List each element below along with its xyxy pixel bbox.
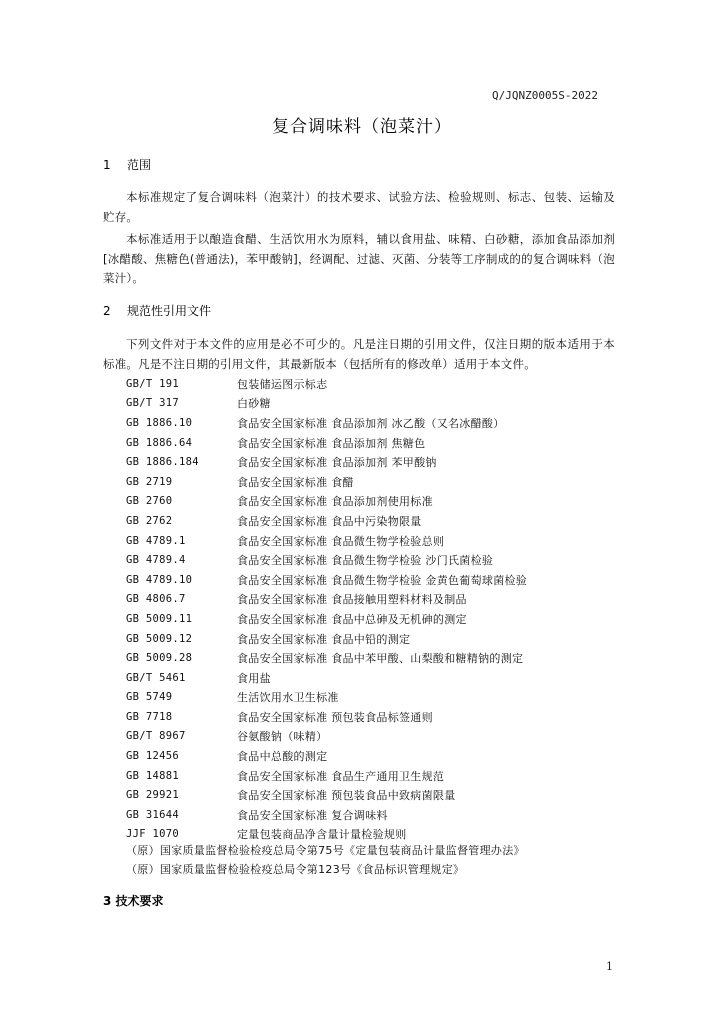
section-2-heading	[103, 302, 211, 319]
reference-name: 食品安全国家标准 食品微生物学检验 金黄色葡萄球菌检验	[237, 573, 528, 587]
decree-item: （原）国家质量监督检验检疫总局令第123号《食品标识管理规定》	[126, 863, 465, 877]
scope-paragraph-2: 本标准适用于以酿造食醋、生活饮用水为原料，辅以食用盐、味精、白砂糖，添加食品添加剂[冰醋酸、焦糖色(普通法)，苯甲酸钠]，经调配、过滤、灭菌、分装等工序制成的的复合调味料（泡菜汁）。	[103, 232, 615, 285]
reference-row	[126, 668, 606, 688]
reference-code: GB 5749	[126, 691, 173, 704]
reference-row	[126, 629, 606, 649]
reference-row	[126, 746, 606, 766]
reference-row	[126, 472, 606, 492]
reference-name: 食品安全国家标准 食品中总砷及无机砷的测定	[237, 612, 467, 626]
reference-row	[126, 394, 606, 414]
reference-code: GB 2719	[126, 475, 173, 488]
reference-row	[126, 785, 606, 805]
reference-row	[126, 492, 606, 512]
reference-name: 食用盐	[237, 671, 271, 685]
reference-row	[126, 413, 606, 433]
reference-name: 食品安全国家标准 预包装食品标签通则	[237, 710, 433, 724]
reference-code: GB 5009.28	[126, 652, 193, 665]
reference-code: GB/T 191	[126, 377, 179, 390]
reference-name: 白砂糖	[237, 397, 271, 411]
reference-name: 食品中总酸的测定	[237, 750, 328, 764]
reference-code: GB 1886.64	[126, 436, 193, 449]
reference-name: 食品安全国家标准 食品微生物学检验 沙门氏菌检验	[237, 554, 494, 568]
scope-paragraph-1: 本标准规定了复合调味料（泡菜汁）的技术要求、试验方法、检验规则、标志、包装、运输及贮存。	[103, 190, 615, 224]
reference-name: 食品安全国家标准 食品中污染物限量	[237, 514, 422, 528]
reference-name: 食品安全国家标准 食醋	[237, 475, 354, 489]
reference-code: GB 5009.12	[126, 632, 193, 645]
reference-code: GB 5009.11	[126, 612, 193, 625]
section-title: 规范性引用文件	[127, 304, 212, 318]
reference-row	[126, 511, 606, 531]
standard-code: Q/JQNZ0005S-2022	[492, 89, 598, 102]
reference-name: 食品安全国家标准 食品添加剂 冰乙酸（又名冰醋酸）	[237, 416, 505, 430]
section-number: 3	[103, 894, 112, 908]
reference-row	[126, 766, 606, 786]
section-title: 范围	[127, 158, 152, 172]
section-number: 1	[103, 158, 111, 172]
reference-name: 食品安全国家标准 食品中苯甲酸、山梨酸和糖精钠的测定	[237, 652, 524, 666]
reference-row	[126, 433, 606, 453]
reference-row	[126, 452, 606, 472]
reference-list	[126, 374, 606, 844]
reference-row	[126, 707, 606, 727]
reference-row	[126, 805, 606, 825]
reference-row	[126, 609, 606, 629]
reference-code: GB/T 8967	[126, 730, 186, 743]
reference-code: GB/T 317	[126, 397, 179, 410]
reference-code: GB 4789.10	[126, 573, 193, 586]
section-number: 2	[103, 304, 111, 318]
reference-name: 食品安全国家标准 食品添加剂使用标准	[237, 495, 433, 509]
reference-code: GB 2762	[126, 514, 173, 527]
section-title: 技术要求	[115, 894, 164, 908]
reference-name: 谷氨酸钠（味精）	[237, 730, 328, 744]
references-intro: 下列文件对于本文件的应用是必不可少的。凡是注日期的引用文件，仅注日期的版本适用于本标准。凡是不注日期的引用文件，其最新版本（包括所有的修改单）适用于本文件。	[103, 337, 615, 371]
reference-row	[126, 531, 606, 551]
reference-code: GB 2760	[126, 495, 173, 508]
reference-name: 食品安全国家标准 食品接触用塑料材料及制品	[237, 593, 467, 607]
reference-row	[126, 688, 606, 708]
reference-name: 包装储运图示标志	[237, 377, 328, 391]
reference-name: 定量包装商品净含量计量检验规则	[237, 828, 407, 842]
reference-code: GB 1886.10	[126, 416, 193, 429]
reference-name: 食品安全国家标准 食品添加剂 苯甲酸钠	[237, 456, 437, 470]
section-3-heading	[103, 892, 164, 909]
reference-code: GB 12456	[126, 750, 179, 763]
reference-row	[126, 550, 606, 570]
reference-name: 生活饮用水卫生标准	[237, 691, 339, 705]
reference-code: GB 4789.4	[126, 554, 186, 567]
decree-list	[126, 840, 606, 879]
reference-name: 食品安全国家标准 食品微生物学检验总则	[237, 534, 445, 548]
reference-name: 食品安全国家标准 复合调味料	[237, 808, 388, 822]
reference-code: GB 4806.7	[126, 593, 186, 606]
reference-row	[126, 590, 606, 610]
reference-name: 食品安全国家标准 预包装食品中致病菌限量	[237, 789, 456, 803]
reference-row	[126, 727, 606, 747]
reference-row	[126, 374, 606, 394]
reference-row	[126, 570, 606, 590]
document-title: 复合调味料（泡菜汁）	[272, 117, 452, 137]
reference-code: GB 29921	[126, 789, 179, 802]
reference-code: GB 4789.1	[126, 534, 186, 547]
reference-name: 食品安全国家标准 食品添加剂 焦糖色	[237, 436, 426, 450]
reference-code: GB 7718	[126, 710, 173, 723]
reference-code: GB/T 5461	[126, 671, 186, 684]
reference-name: 食品安全国家标准 食品中铅的测定	[237, 632, 411, 646]
page-number: 1	[606, 960, 613, 973]
section-1-heading	[103, 156, 151, 173]
reference-code: JJF 1070	[126, 828, 179, 841]
reference-code: GB 1886.184	[126, 456, 199, 469]
reference-code: GB 14881	[126, 769, 179, 782]
reference-row	[126, 648, 606, 668]
reference-name: 食品安全国家标准 食品生产通用卫生规范	[237, 769, 445, 783]
reference-code: GB 31644	[126, 808, 179, 821]
decree-item: （原）国家质量监督检验检疫总局令第75号《定量包装商品计量监督管理办法》	[126, 843, 525, 857]
